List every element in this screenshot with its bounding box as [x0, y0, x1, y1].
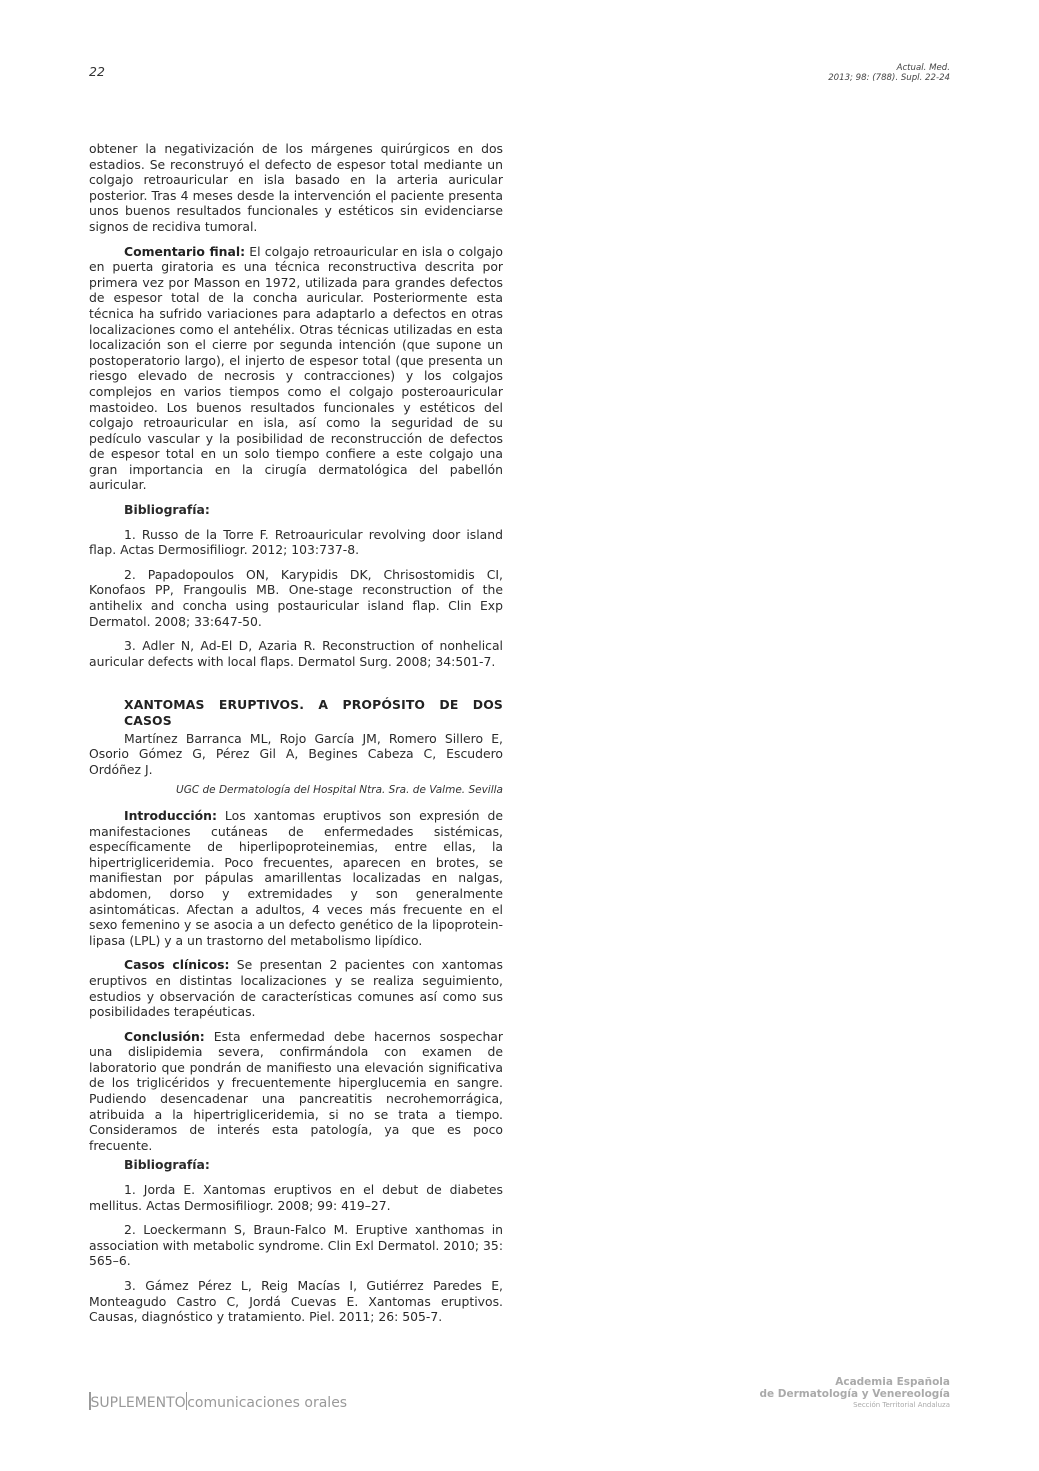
cases-heading: Casos clínicos: [124, 957, 230, 973]
article1-intro-paragraph: obtener la negativización de los márgenes quirúrgicos en dos estadios. Se reconstruyó el defecto de espesor total mediante un colgajo retroauricular en isla basado en la arteria auricular posterior. Tras 4 meses desde la intervención el paciente presenta unos buenos resultados funcionales y estéticos sin evidenciarse signos de recidiva tumoral. [89, 141, 503, 234]
journal-ref-line1: Actual. Med. [896, 63, 950, 73]
article1-reference: 2. Papadopoulos ON, Karypidis DK, Chrisostomidis CI, Konofaos PP, Frangoulis MB. One-stage reconstruction of the antihelix and concha using postauricular island flap. Clin Exp Dermatol. 2008; 33:647-50. [89, 566, 503, 629]
article2-affiliation: UGC de Dermatología del Hospital Ntra. Sra. de Valme. Sevilla [176, 784, 503, 797]
org-line3: Sección Territorial Andaluza [853, 1401, 950, 1409]
article2-cases-paragraph [89, 957, 503, 1019]
journal-ref-line2: 2013; 98: (788). Supl. 22-24 [828, 73, 950, 83]
article1-bibliography-title: Bibliografía: [124, 502, 210, 518]
footer-section: comunicaciones orales [187, 1395, 348, 1411]
article2-intro-paragraph [89, 808, 503, 948]
org-line2: de Dermatología y Venereología [759, 1388, 950, 1400]
article2-reference: 1. Jorda E. Xantomas eruptivos en el debut de diabetes mellitus. Actas Dermosifiliogr. 2008; 99: 419–27. [89, 1182, 503, 1213]
intro-heading: Introducción: [124, 807, 217, 823]
journal-reference [828, 63, 950, 83]
article1-reference: 1. Russo de la Torre F. Retroauricular revolving door island flap. Actas Dermosifiliogr. 2012; 103:737-8. [89, 526, 503, 558]
page-number: 22 [89, 64, 105, 79]
main-text-column [89, 141, 503, 1325]
article2-authors: Martínez Barranca ML, Rojo García JM, Romero Sillero E, Osorio Gómez G, Pérez Gil A, Begines Cabeza C, Escudero Ordóñez J. [89, 730, 503, 777]
article2-reference: 3. Gámez Pérez L, Reig Macías I, Gutiérrez Paredes E, Monteagudo Castro C, Jordá Cuevas E. Xantomas eruptivos. Causas, diagnóstico y tratamiento. Piel. 2011; 26: 505-7. [89, 1278, 503, 1325]
comment-text: El colgajo retroauricular en isla o colgajo en puerta giratoria es una técnica reconstructiva descrita por primera vez por Masson en 1972, utilizada para grandes defectos de espesor total de la concha auricular. Posteriormente esta técnica ha sufrido variaciones para adaptarlo a defectos en otras localizaciones como el antehélix. Otras técnicas utilizadas en esta localización son el cierre por segunda intención (que supone un postoperatorio largo), el injerto de espesor total (que presenta un riesgo elevado de necrosis y contracciones) y los colgajos complejos en varios tiempos como el colgajo posteroauricular mastoideo. Los buenos resultados funcionales y estéticos del colgajo retroauricular en isla, así como la seguridad de su pedículo vascular y la posibilidad de reconstrucción de defectos de espesor total en un solo tiempo confiere a este colgajo una gran importancia en la cirugía dermatológica del pabellón auricular. [89, 243, 503, 493]
article1-reference: 3. Adler N, Ad-El D, Azaria R. Reconstruction of nonhelical auricular defects with local flaps. Dermatol Surg. 2008; 34:501-7. [89, 638, 503, 669]
cases-text: Se presentan 2 pacientes con xantomas eruptivos en distintas localizaciones y se realiza seguimiento, estudios y observación de características comunes así como sus posibilidades terapéuticas. [89, 957, 503, 1020]
footer-supplement: SUPLEMENTO [90, 1395, 186, 1411]
comment-heading: Comentario final: [124, 243, 246, 259]
footer-supplement-label [89, 1392, 347, 1411]
intro-text: Los xantomas eruptivos son expresión de manifestaciones cutáneas de enfermedades sistémicas, específicamente de hiperlipoproteinemias, entre ellas, la hipertrigliceridemia. Poco frecuentes, aparecen en brotes, se manifiestan por pápulas amarillentas localizadas en nalgas, abdomen, dorso y extremidades y son generalmente asintomáticas. Afectan a adultos, 4 veces más frecuente en el sexo femenino y se asocia a un defecto genético de la lipoprotein-lipasa (LPL) y a un trastorno del metabolismo lipídico. [89, 807, 503, 948]
article1-comment-paragraph [89, 244, 503, 494]
org-line1: Academia Española [835, 1376, 950, 1388]
footer-organization [759, 1376, 950, 1410]
article2-bibliography-title: Bibliografía: [124, 1157, 210, 1173]
article2-title: XANTOMAS ERUPTIVOS. A PROPÓSITO DE DOS CASOS [124, 697, 503, 728]
article2-conclusion-paragraph [89, 1029, 503, 1154]
conclusion-heading: Conclusión: [124, 1028, 205, 1044]
article2-reference: 2. Loeckermann S, Braun-Falco M. Eruptive xanthomas in association with metabolic syndrome. Clin Exl Dermatol. 2010; 35: 565–6. [89, 1222, 503, 1269]
conclusion-text: Esta enfermedad debe hacernos sospechar una dislipidemia severa, confirmándola con examen de laboratorio que pondrán de manifiesto una elevación significativa de los triglicéridos y frecuentemente hiperglucemia en sangre. Pudiendo desencadenar una pancreatitis necrohemorrágica, atribuida a la hipertrigliceridemia, si no se trata a tiempo. Consideramos de interés esta patología, ya que es poco frecuente. [89, 1028, 503, 1153]
